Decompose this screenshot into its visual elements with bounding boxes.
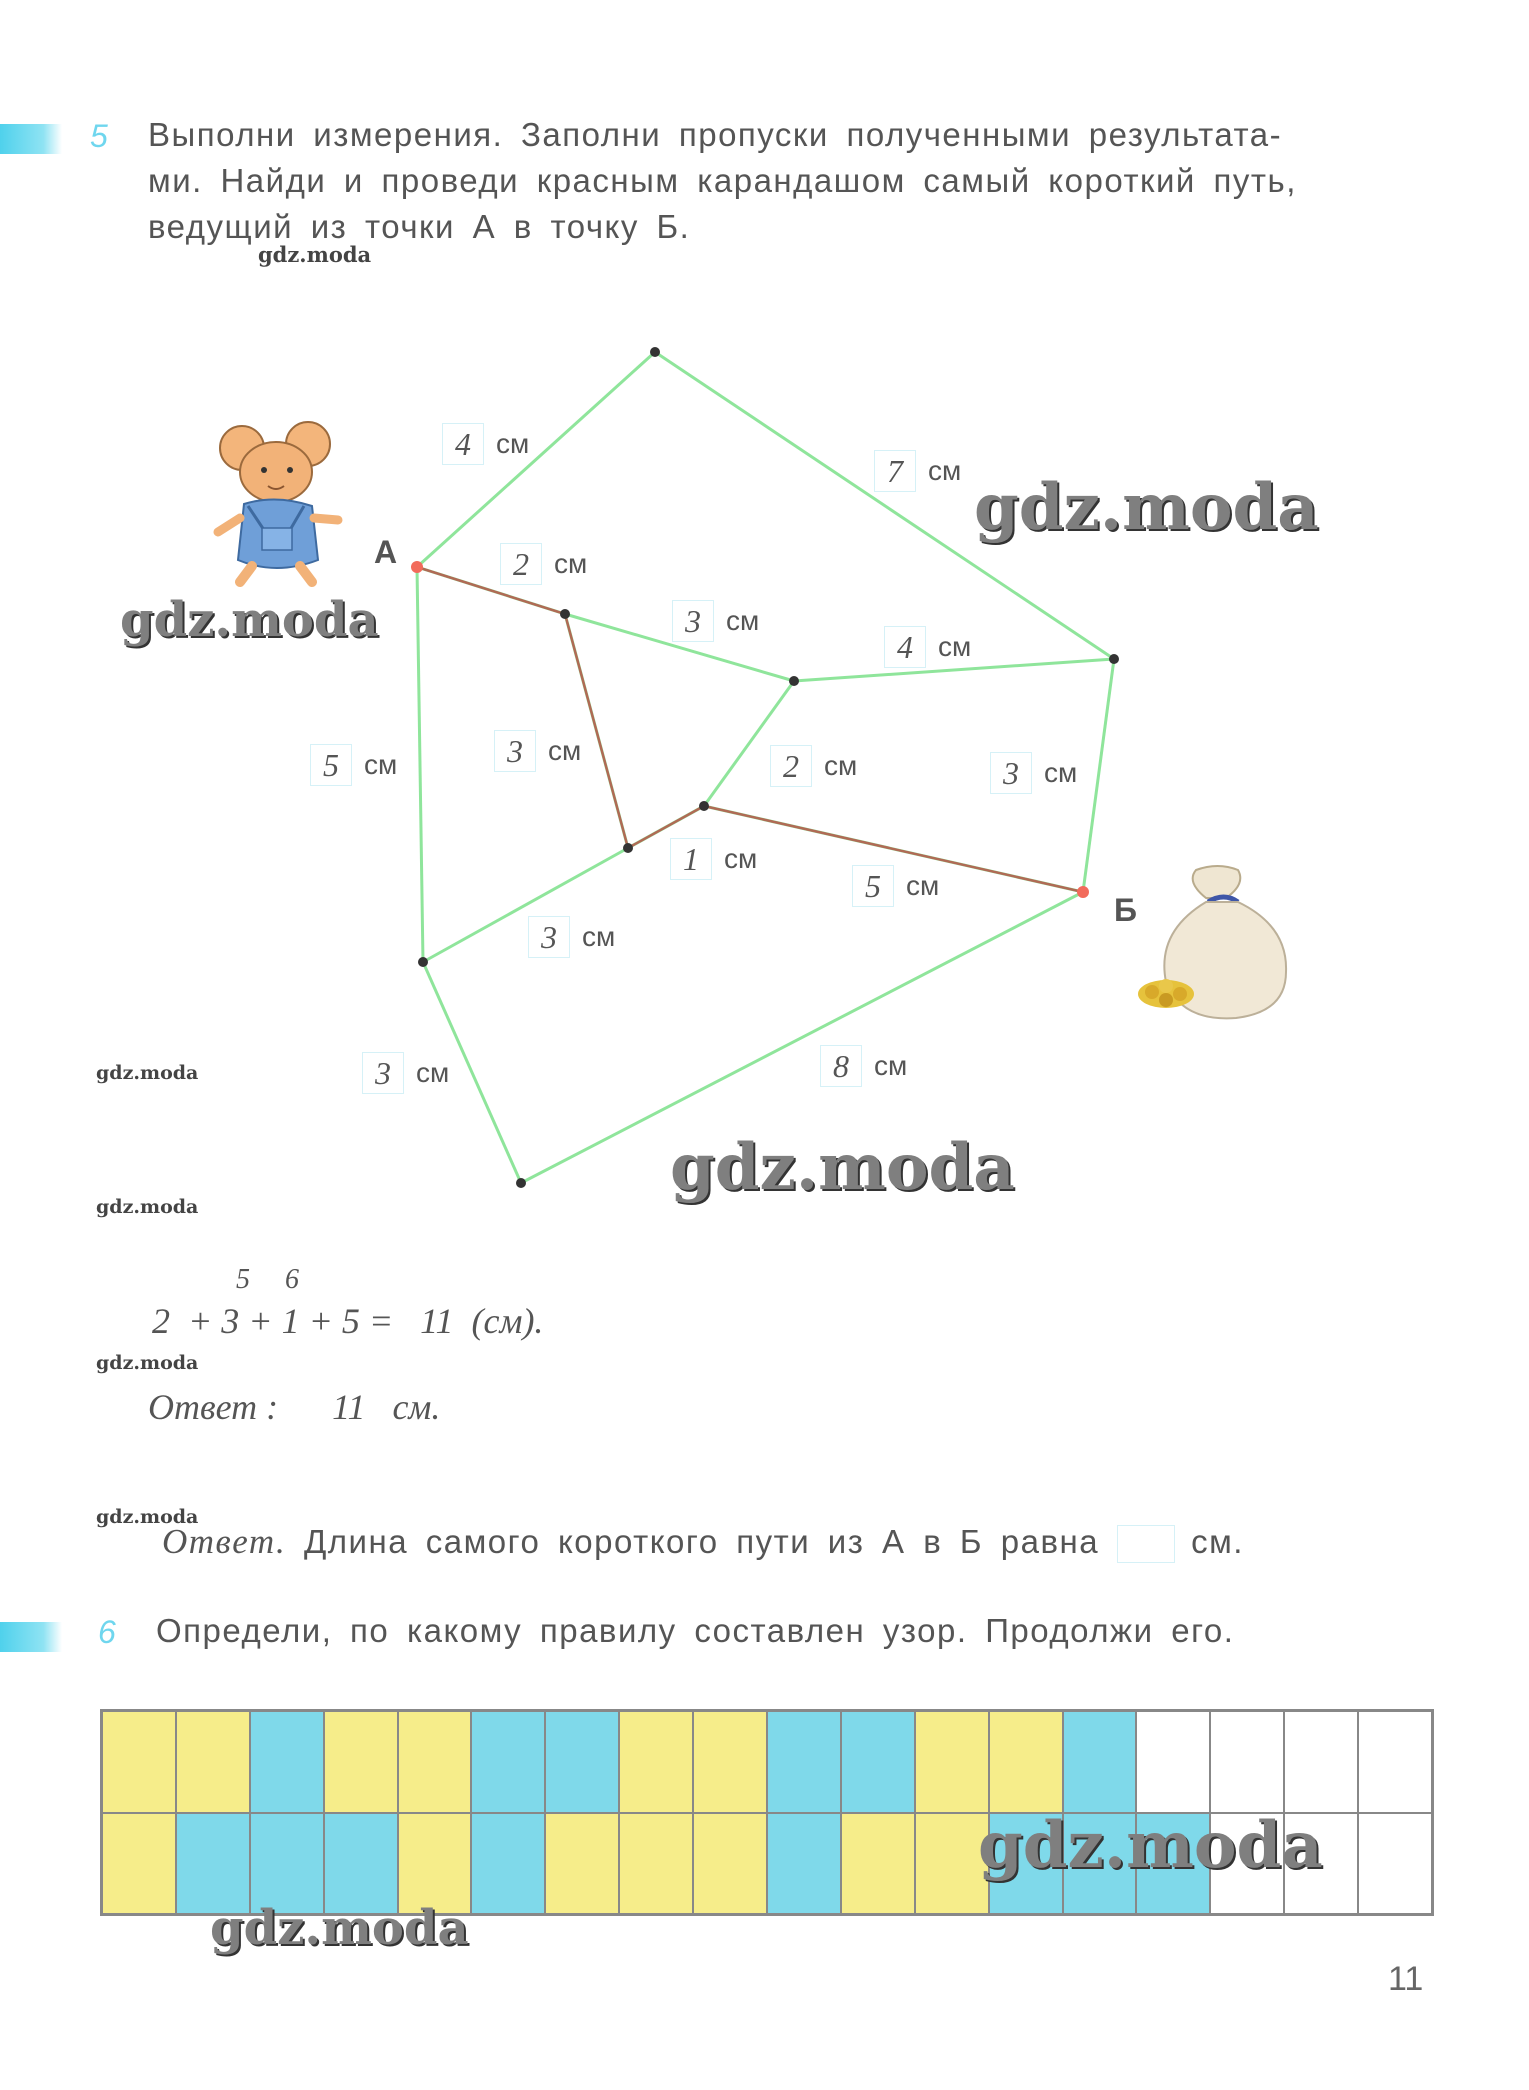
edge-length-label — [820, 1045, 907, 1087]
unit-label: см — [1044, 757, 1078, 788]
pattern-cell — [324, 1711, 398, 1813]
edge-length-value[interactable]: 3 — [362, 1052, 404, 1094]
graph-node — [418, 957, 428, 967]
pattern-cell[interactable] — [1284, 1711, 1358, 1813]
edge-length-value[interactable]: 2 — [770, 745, 812, 787]
pattern-cell — [915, 1711, 989, 1813]
pattern-cell — [841, 1813, 915, 1915]
unit-label: см — [496, 428, 530, 459]
graph-edge — [1083, 659, 1114, 892]
pattern-cell — [841, 1711, 915, 1813]
answer-prefix: Ответ. — [162, 1522, 287, 1561]
unit-label: см — [364, 749, 398, 780]
pattern-cell[interactable] — [1358, 1711, 1432, 1813]
unit-label: см — [416, 1057, 450, 1088]
edge-length-value[interactable]: 1 — [670, 838, 712, 880]
pattern-cell — [619, 1711, 693, 1813]
task-6-tab — [0, 1622, 62, 1652]
pattern-cell — [102, 1813, 176, 1915]
task-5-line-2: ми. Найди и проведи красным карандашом самый короткий путь, — [148, 162, 1297, 199]
pattern-cell — [989, 1711, 1063, 1813]
task-6-text: Определи, по какому правилу составлен узор. Продолжи его. — [156, 1612, 1235, 1649]
task-5-number: 5 — [90, 118, 108, 154]
pattern-cell — [545, 1711, 619, 1813]
edge-length-value[interactable]: 5 — [852, 865, 894, 907]
unit-label: см — [906, 870, 940, 901]
graph-node — [623, 843, 633, 853]
pattern-cell — [767, 1813, 841, 1915]
pattern-cell[interactable] — [1210, 1711, 1284, 1813]
pattern-cell — [693, 1813, 767, 1915]
edge-length-label — [990, 752, 1077, 794]
answer-text: Длина самого короткого пути из А в Б равна — [303, 1523, 1100, 1560]
edge-length-label — [672, 600, 759, 642]
task-5-line-1: Выполни измерения. Заполни пропуски полученными результата- — [148, 116, 1283, 153]
watermark: gdz.moda — [258, 242, 372, 267]
pattern-cell — [471, 1711, 545, 1813]
edge-length-label — [310, 744, 397, 786]
graph-node — [650, 347, 660, 357]
edge-length-label — [362, 1052, 449, 1094]
watermark: gdz.moda — [96, 1506, 199, 1528]
pattern-cell — [1063, 1711, 1137, 1813]
unit-label: см — [582, 921, 616, 952]
unit-label: см — [874, 1050, 908, 1081]
answer-line — [162, 1522, 1244, 1563]
watermark: gdz.moda — [978, 1808, 1323, 1883]
edge-length-value[interactable]: 4 — [884, 626, 926, 668]
edge-length-label — [500, 543, 587, 585]
pattern-cell[interactable] — [1136, 1711, 1210, 1813]
watermark: gdz.moda — [96, 1196, 199, 1218]
graph-node — [516, 1178, 526, 1188]
task-5-line-3: ведущий из точки А в точку Б. — [148, 208, 691, 245]
pattern-cell — [324, 1813, 398, 1915]
edge-length-label — [770, 745, 857, 787]
edge-length-label — [528, 916, 615, 958]
graph-node — [1109, 654, 1119, 664]
pattern-cell — [102, 1711, 176, 1813]
edge-length-value[interactable]: 4 — [442, 423, 484, 465]
solution-answer: Ответ : 11 см. — [148, 1387, 441, 1427]
edge-length-value[interactable]: 5 — [310, 744, 352, 786]
edge-length-value[interactable]: 3 — [494, 730, 536, 772]
edge-length-label — [494, 730, 581, 772]
graph-node — [699, 801, 709, 811]
unit-label: см — [726, 605, 760, 636]
edge-length-value[interactable]: 3 — [528, 916, 570, 958]
watermark: gdz.moda — [210, 1900, 469, 1956]
unit-label: см — [928, 455, 962, 486]
edge-length-label — [874, 450, 961, 492]
solution-superscript: 5 6 — [236, 1264, 299, 1295]
pattern-cell — [176, 1813, 250, 1915]
pattern-cell — [250, 1813, 324, 1915]
unit-label: см — [548, 735, 582, 766]
graph-edge — [417, 567, 423, 962]
pattern-cell — [176, 1711, 250, 1813]
point-b-dot — [1077, 886, 1089, 898]
point-b-label: Б — [1114, 892, 1137, 928]
edge-length-label — [884, 626, 971, 668]
task-6-number: 6 — [98, 1614, 116, 1650]
graph-edge — [704, 681, 794, 806]
edge-length-value[interactable]: 7 — [874, 450, 916, 492]
pattern-cell — [767, 1711, 841, 1813]
pattern-cell — [398, 1711, 472, 1813]
pattern-cell — [619, 1813, 693, 1915]
edge-length-value[interactable]: 3 — [672, 600, 714, 642]
point-a-dot — [411, 561, 423, 573]
edge-length-value[interactable]: 8 — [820, 1045, 862, 1087]
edge-length-value[interactable]: 2 — [500, 543, 542, 585]
edge-length-label — [442, 423, 529, 465]
point-a-label: А — [374, 534, 398, 570]
pattern-cell — [545, 1813, 619, 1915]
watermark: gdz.moda — [120, 592, 379, 648]
watermark: gdz.moda — [974, 470, 1319, 545]
pattern-cell — [471, 1813, 545, 1915]
edge-length-value[interactable]: 3 — [990, 752, 1032, 794]
graph-node — [789, 676, 799, 686]
watermark: gdz.moda — [96, 1352, 199, 1374]
pattern-cell — [693, 1711, 767, 1813]
graph-node — [560, 609, 570, 619]
unit-label: см — [724, 843, 758, 874]
answer-unit: см. — [1191, 1523, 1244, 1560]
pattern-cell — [398, 1813, 472, 1915]
unit-label: см — [938, 631, 972, 662]
watermark: gdz.moda — [96, 1062, 199, 1084]
edge-length-label — [670, 838, 757, 880]
page-number: 11 — [1388, 1960, 1424, 1998]
pattern-cell — [250, 1711, 324, 1813]
unit-label: см — [554, 548, 588, 579]
unit-label: см — [824, 750, 858, 781]
pattern-cell[interactable] — [1358, 1813, 1432, 1915]
edge-length-label — [852, 865, 939, 907]
answer-input-box[interactable] — [1117, 1525, 1175, 1563]
watermark: gdz.moda — [670, 1130, 1015, 1205]
solution-equation: 2 + 3 + 1 + 5 = 11 (см). — [152, 1301, 544, 1341]
